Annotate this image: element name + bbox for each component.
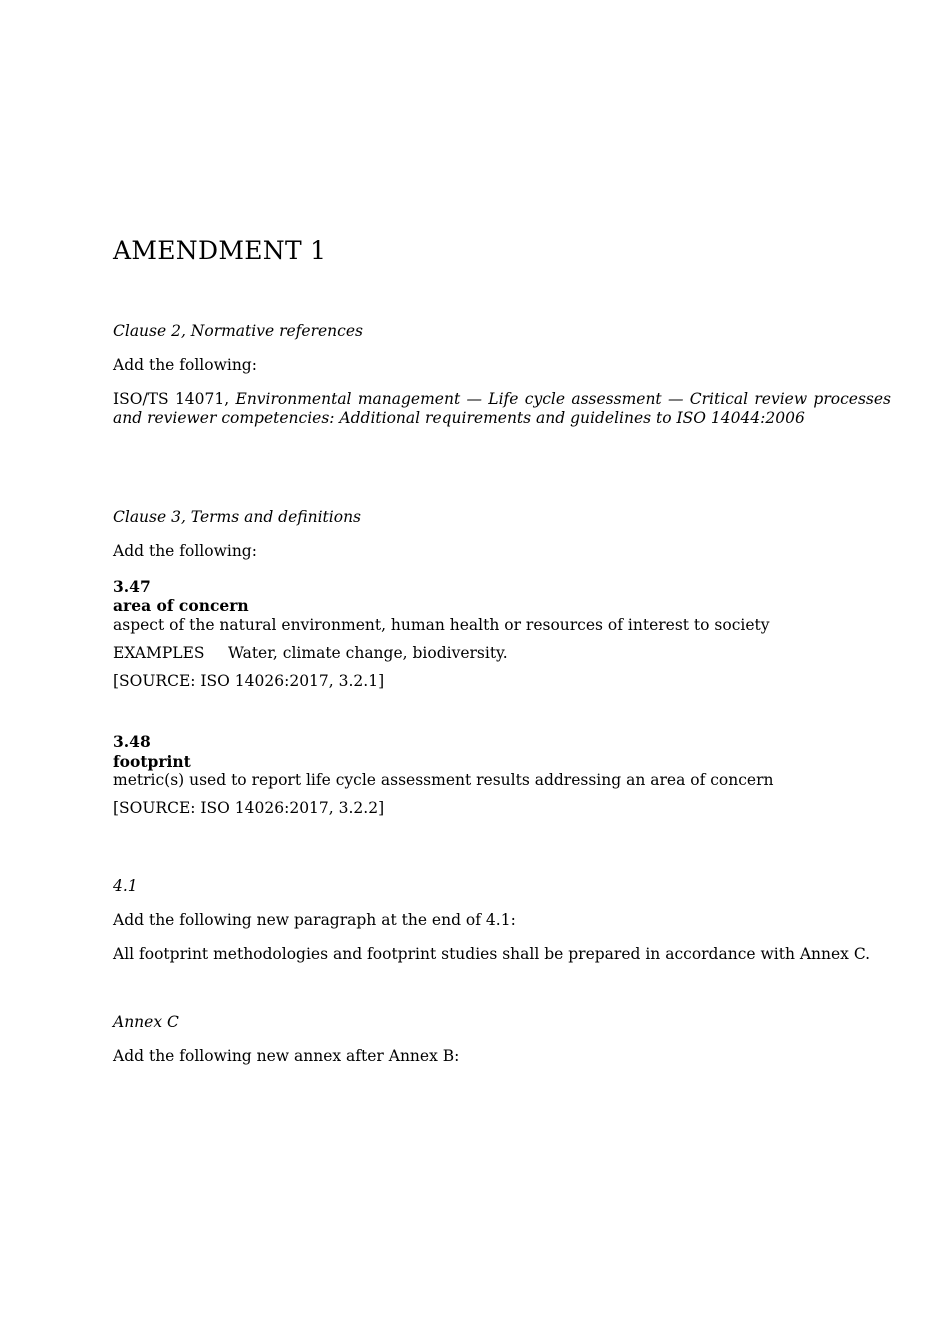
clause2-heading: Clause 2, Normative references xyxy=(113,322,363,340)
term-definition: aspect of the natural environment, human health or resources of interest to society xyxy=(113,616,770,634)
annex-c-heading: Annex C xyxy=(113,1013,179,1031)
annex-c-instruction: Add the following new annex after Annex B: xyxy=(113,1047,460,1065)
term-examples xyxy=(113,644,508,663)
term-name: area of concern xyxy=(113,596,249,615)
clause4-1-instruction: Add the following new paragraph at the end of 4.1: xyxy=(113,911,516,929)
term-definition: metric(s) used to report life cycle assessment results addressing an area of concern xyxy=(113,771,774,789)
examples-label: EXAMPLES xyxy=(113,644,205,662)
clause3-heading: Clause 3, Terms and definitions xyxy=(113,508,362,526)
normative-reference xyxy=(113,390,891,428)
clause3-instruction: Add the following: xyxy=(113,542,257,560)
term-number: 3.48 xyxy=(113,732,151,751)
term-source: [SOURCE: ISO 14026:2017, 3.2.1] xyxy=(113,672,385,690)
reference-title: Environmental management — Life cycle assessment — Critical review processes and reviewer competencies: Additional requirements and guidelines to ISO 14044:2006 xyxy=(113,390,891,427)
term-source: [SOURCE: ISO 14026:2017, 3.2.2] xyxy=(113,799,385,817)
amendment-title: AMENDMENT 1 xyxy=(113,236,327,265)
document-page xyxy=(113,0,891,1344)
clause2-instruction: Add the following: xyxy=(113,356,257,374)
clause4-1-heading: 4.1 xyxy=(113,877,138,895)
term-number: 3.47 xyxy=(113,577,151,596)
term-name: footprint xyxy=(113,752,191,771)
examples-text: Water, climate change, biodiversity. xyxy=(228,644,508,662)
reference-prefix: ISO/TS 14071, xyxy=(113,390,236,408)
clause4-1-paragraph: All footprint methodologies and footprint studies shall be prepared in accordance with Annex C. xyxy=(113,945,871,963)
